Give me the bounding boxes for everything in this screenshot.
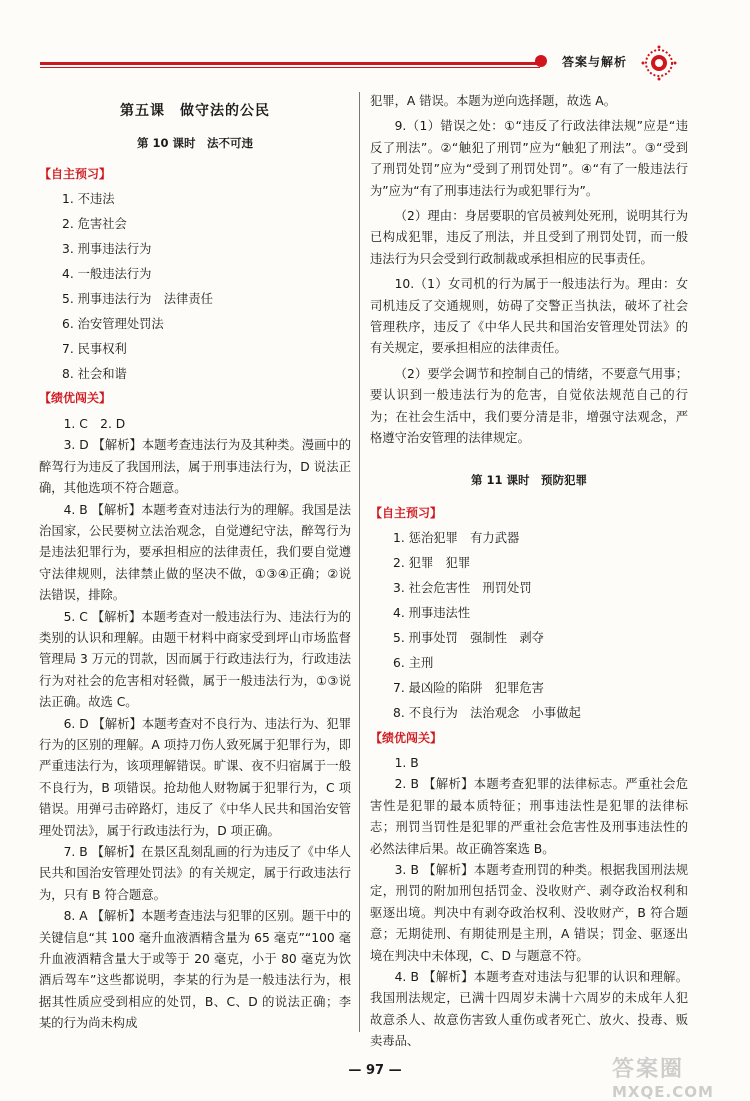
answer-paragraph: 4. B 【解析】本题考查对违法与犯罪的认识和理解。我国刑法规定，已满十四周岁未满十六周岁的未成年人犯故意杀人、故意伤害致人重伤或者死亡、放火、投毒、贩卖毒品、 [370,970,688,1049]
watermark-logo [612,1052,742,1100]
practice-label: 【绩优闯关】 [370,730,443,745]
preview-item: 4. 一般违法行为 [62,266,152,281]
preview-item: 1. 不违法 [62,192,115,207]
preview-item: 8. 社会和谐 [62,366,127,381]
answer-line: 1. C 2. D [63,416,126,431]
answer-paragraph: 9.（1）错误之处：①“违反了行政法律法规”应是“违反了刑法”。②“触犯了刑罚”应为“触犯了刑法”。③“受到了刑罚处罚”应为“受到了刑罚处罚”。④“有了一般违法行为”应为“有了刑事违法行为或犯罪行为”。 [370,119,688,198]
answer-paragraph: 2. B 【解析】本题考查犯罪的法律标志。严重社会危害性是犯罪的最本质特征；刑事违法性是犯罪的法律标志；刑罚当罚性是犯罪的严重社会危害性及刑事违法性的必然法律后果。故正确答案选 B。 [370,777,688,856]
preview-item: 6. 治安管理处罚法 [62,316,164,331]
preview-item: 6. 主刑 [393,655,434,670]
preview-item: 5. 刑事处罚 强制性 剥夺 [393,630,544,645]
preview-item: 2. 危害社会 [62,217,127,232]
section-subtitle: 第 11 课时 预防犯罪 [470,472,587,487]
preview-item: 2. 犯罪 犯罪 [393,556,471,571]
answer-line: 1. B [394,755,419,770]
right-column [370,91,688,1053]
preview-item: 7. 最凶险的陷阱 犯罪危害 [393,680,544,695]
answer-paragraph: 10.（1）女司机的行为属于一般违法行为。理由：女司机违反了交通规则，妨碍了交警正当执法，破坏了社会管理秩序，违反了《中华人民共和国治安管理处罚法》的有关规定，要承担相应的法律责任。 [370,277,688,356]
answer-paragraph: 4. B 【解析】本题考查对违法行为的理解。我国是法治国家，公民要树立法治观念，自觉遵纪守法，醉驾行为是违法犯罪行为，要承担相应的法律责任，我们要自觉遵守法律规则，法律禁止做的坚决不做，①③④正确；②说法错误，排除。 [39,502,351,603]
practice-label: 【绩优闯关】 [39,391,112,406]
answer-paragraph: 8. A 【解析】本题考查违法与犯罪的区别。题干中的关键信息“其 100 毫升血液酒精含量为 65 毫克”“100 毫升血液酒精含量大于或等于 20 毫克，小于 80 毫克为饮酒后驾车”这些都说明，李某的行为是一般违法行为，根据其性质应受到相应的处罚，B、C、D 的说法正确；李某的行为尚未构成 [39,909,351,1031]
answer-paragraph: （2）理由：身居要职的官员被判处死刑，说明其行为已构成犯罪，违反了刑法，并且受到了刑罚处罚，而一般违法行为只会受到行政制裁或承担相应的民事责任。 [370,209,688,266]
answer-paragraph: 5. C 【解析】本题考查对一般违法行为、违法行为的类别的认识和理解。由题干材料中商家受到坪山市场监督管理局 3 万元的罚款，因而属于行政违法行为，行政违法行为对社会的危害相对轻微，属于一般违法行为，①③说法正确。故选 C。 [39,609,351,710]
preview-item: 5. 刑事违法行为 法律责任 [62,291,213,306]
preview-item: 3. 社会危害性 刑罚处罚 [393,581,532,596]
preview-label: 【自主预习】 [39,166,112,181]
preview-item: 4. 刑事违法性 [393,606,471,621]
section-subtitle: 第 10 课时 法不可违 [136,136,253,151]
red-dot-icon [535,55,547,67]
preview-item: 3. 刑事违法行为 [62,242,152,257]
watermark-line-2: MXQE.COM [612,1083,714,1101]
answer-paragraph: 6. D 【解析】本题考查对不良行为、违法行为、犯罪行为的区别的理解。A 项持刀伤人致死属于犯罪行为，即严重违法行为，该项理解错误。旷课、夜不归宿属于一般不良行为，B 项错误。抢劫他人财物属于犯罪行为，C 项错误。用弹弓击碎路灯，违反了《中华人民共和国治安管理处罚法》，属于行政违法行为，D 项正确。 [39,716,351,838]
ornament-logo-icon [640,44,678,82]
answer-paragraph: 犯罪，A 错误。本题为逆向选择题，故选 A。 [370,94,616,108]
watermark-line-1: 答案圈 [612,1057,685,1082]
answer-paragraph: （2）要学会调节和控制自己的情绪，不要意气用事；要认识到一般违法行为的危害，自觉依法规范自己的行为；在社会生活中，我们要分清是非，增强守法观念，严格遵守治安管理的法律规定。 [370,366,688,446]
header-title: 答案与解析 [562,55,628,69]
preview-label: 【自主预习】 [370,505,443,520]
header-rule-thin [40,67,540,68]
answer-paragraph: 3. D 【解析】本题考查违法行为及其种类。漫画中的醉驾行为违反了我国刑法，属于刑事违法行为，D 说法正确，其他选项不符合题意。 [39,438,351,496]
page-number: — 97 — [348,1063,402,1078]
preview-item: 7. 民事权利 [62,341,127,356]
column-divider [359,92,360,1032]
lesson-title: 第五课 做守法的公民 [120,103,270,119]
left-column [39,92,351,1035]
answer-paragraph: 3. B 【解析】本题考查刑罚的种类。根据我国刑法规定，刑罚的附加刑包括罚金、没收财产、剥夺政治权利和驱逐出境。判决中有剥夺政治权利、没收财产，B 符合题意；无期徒刑、有期徒刑是主刑，A 错误；罚金、驱逐出境在判决中未体现，C、D 与题意不符。 [370,863,688,963]
answer-paragraph: 7. B 【解析】在景区乱刻乱画的行为违反了《中华人民共和国治安管理处罚法》的有关规定，属于行政违法行为，只有 B 符合题意。 [39,845,351,902]
preview-item: 1. 惩治犯罪 有力武器 [393,531,520,546]
preview-item: 8. 不良行为 法治观念 小事做起 [393,705,581,720]
header-rule-thick [40,62,540,65]
